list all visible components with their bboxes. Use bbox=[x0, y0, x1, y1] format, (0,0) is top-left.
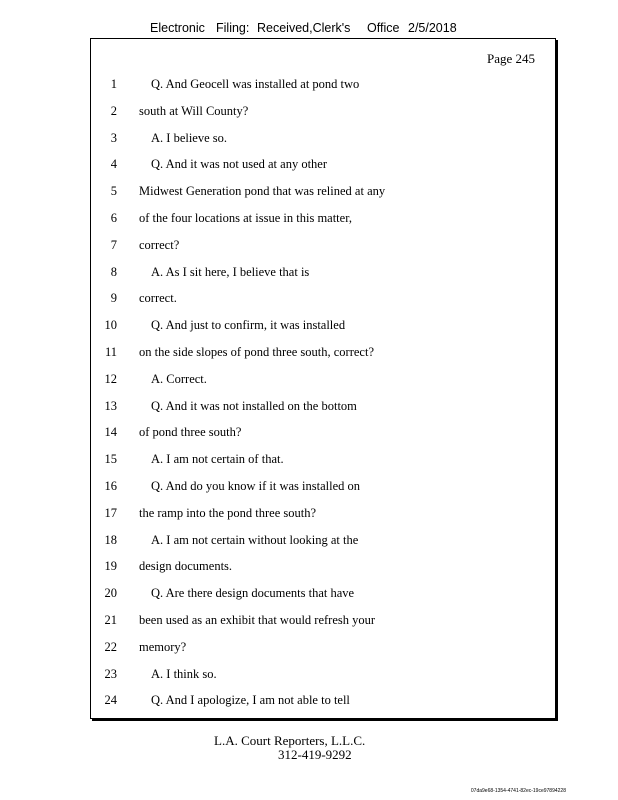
transcript-line bbox=[91, 580, 555, 607]
transcript-line bbox=[91, 312, 555, 339]
line-number: 17 bbox=[104, 505, 117, 520]
transcript-line bbox=[91, 205, 555, 232]
filing-header-office: Office bbox=[367, 21, 400, 35]
line-text: A. Correct. bbox=[151, 371, 207, 386]
line-number: 5 bbox=[110, 184, 117, 199]
line-number: 20 bbox=[104, 586, 117, 601]
line-number: 15 bbox=[104, 452, 117, 467]
transcript-line bbox=[91, 151, 555, 178]
footer-phone: 312-419-9292 bbox=[278, 747, 352, 762]
line-text: Q. And it was not used at any other bbox=[151, 157, 328, 172]
transcript-line bbox=[91, 473, 555, 500]
line-number: 1 bbox=[110, 77, 117, 91]
transcript-line bbox=[91, 339, 555, 366]
transcript-line bbox=[91, 71, 555, 98]
line-text: Q. And just to confirm, it was installed bbox=[151, 318, 346, 333]
transcript-line bbox=[91, 259, 555, 286]
line-text: A. I think so. bbox=[151, 666, 217, 681]
line-number: 21 bbox=[104, 612, 117, 627]
line-text: of pond three south? bbox=[139, 425, 242, 440]
line-number: 4 bbox=[110, 157, 117, 172]
transcript-line bbox=[91, 500, 555, 527]
line-number: 18 bbox=[104, 532, 117, 547]
line-number: 12 bbox=[104, 371, 117, 386]
line-text: the ramp into the pond three south? bbox=[139, 505, 317, 520]
line-number: 10 bbox=[104, 318, 117, 333]
line-text: Q. And do you know if it was installed on bbox=[151, 478, 361, 493]
line-text: A. I am not certain without looking at the bbox=[151, 532, 359, 547]
line-text: correct. bbox=[139, 291, 177, 306]
line-number: 11 bbox=[104, 344, 117, 359]
transcript-line bbox=[91, 393, 555, 420]
line-number: 7 bbox=[110, 237, 117, 252]
line-number: 16 bbox=[104, 478, 117, 493]
transcript-line bbox=[91, 419, 555, 446]
filing-header-date: 2/5/2018 bbox=[408, 21, 457, 35]
transcript-line bbox=[91, 125, 555, 152]
transcript-line bbox=[91, 98, 555, 125]
line-number: 8 bbox=[110, 264, 117, 279]
line-number: 23 bbox=[104, 666, 117, 681]
line-text: A. As I sit here, I believe that is bbox=[151, 264, 310, 279]
line-text: on the side slopes of pond three south, correct? bbox=[139, 344, 375, 359]
line-number: 6 bbox=[110, 210, 117, 225]
line-text: A. I believe so. bbox=[151, 130, 228, 145]
line-number: 9 bbox=[110, 291, 117, 306]
line-text: A. I am not certain of that. bbox=[151, 452, 284, 467]
line-number: 3 bbox=[110, 130, 117, 145]
transcript-line bbox=[91, 366, 555, 393]
line-text: south at Will County? bbox=[139, 103, 249, 118]
document-id: 07da9e68-1354-4741-82ec-19ce97894228 bbox=[470, 788, 566, 794]
transcript-page bbox=[90, 38, 556, 719]
filing-header-electronic: Electronic bbox=[150, 21, 205, 35]
line-text: of the four locations at issue in this matter, bbox=[139, 210, 352, 225]
transcript-line bbox=[91, 687, 555, 714]
line-text: Q. And I apologize, I am not able to tell bbox=[151, 693, 350, 708]
transcript-line bbox=[91, 285, 555, 312]
line-text: Q. And it was not installed on the bottom bbox=[151, 398, 357, 413]
transcript-line bbox=[91, 178, 555, 205]
footer-company: L.A. Court Reporters, L.L.C. bbox=[214, 733, 366, 748]
line-text: design documents. bbox=[139, 559, 233, 574]
line-text: memory? bbox=[139, 639, 187, 654]
line-number: 13 bbox=[104, 398, 117, 413]
transcript-line bbox=[91, 634, 555, 661]
line-number: 24 bbox=[104, 693, 117, 708]
line-number: 2 bbox=[110, 103, 117, 118]
line-text: Q. Are there design documents that have bbox=[151, 586, 355, 601]
line-number: 22 bbox=[104, 639, 117, 654]
transcript-line bbox=[91, 661, 555, 688]
transcript-line bbox=[91, 527, 555, 554]
transcript-lines bbox=[91, 71, 555, 714]
line-text: been used as an exhibit that would refresh your bbox=[139, 612, 376, 627]
transcript-line bbox=[91, 553, 555, 580]
line-text: correct? bbox=[139, 237, 180, 252]
line-text: Q. And Geocell was installed at pond two bbox=[151, 77, 360, 91]
line-text: Midwest Generation pond that was relined at any bbox=[139, 184, 386, 199]
line-number: 14 bbox=[104, 425, 117, 440]
transcript-line bbox=[91, 446, 555, 473]
line-number: 19 bbox=[104, 559, 117, 574]
filing-header bbox=[0, 17, 618, 39]
transcript-line bbox=[91, 232, 555, 259]
transcript-line bbox=[91, 607, 555, 634]
filing-header-received: Received,Clerk's bbox=[257, 21, 351, 35]
page-number: Page 245 bbox=[486, 51, 535, 66]
filing-header-filing: Filing: bbox=[216, 21, 250, 35]
